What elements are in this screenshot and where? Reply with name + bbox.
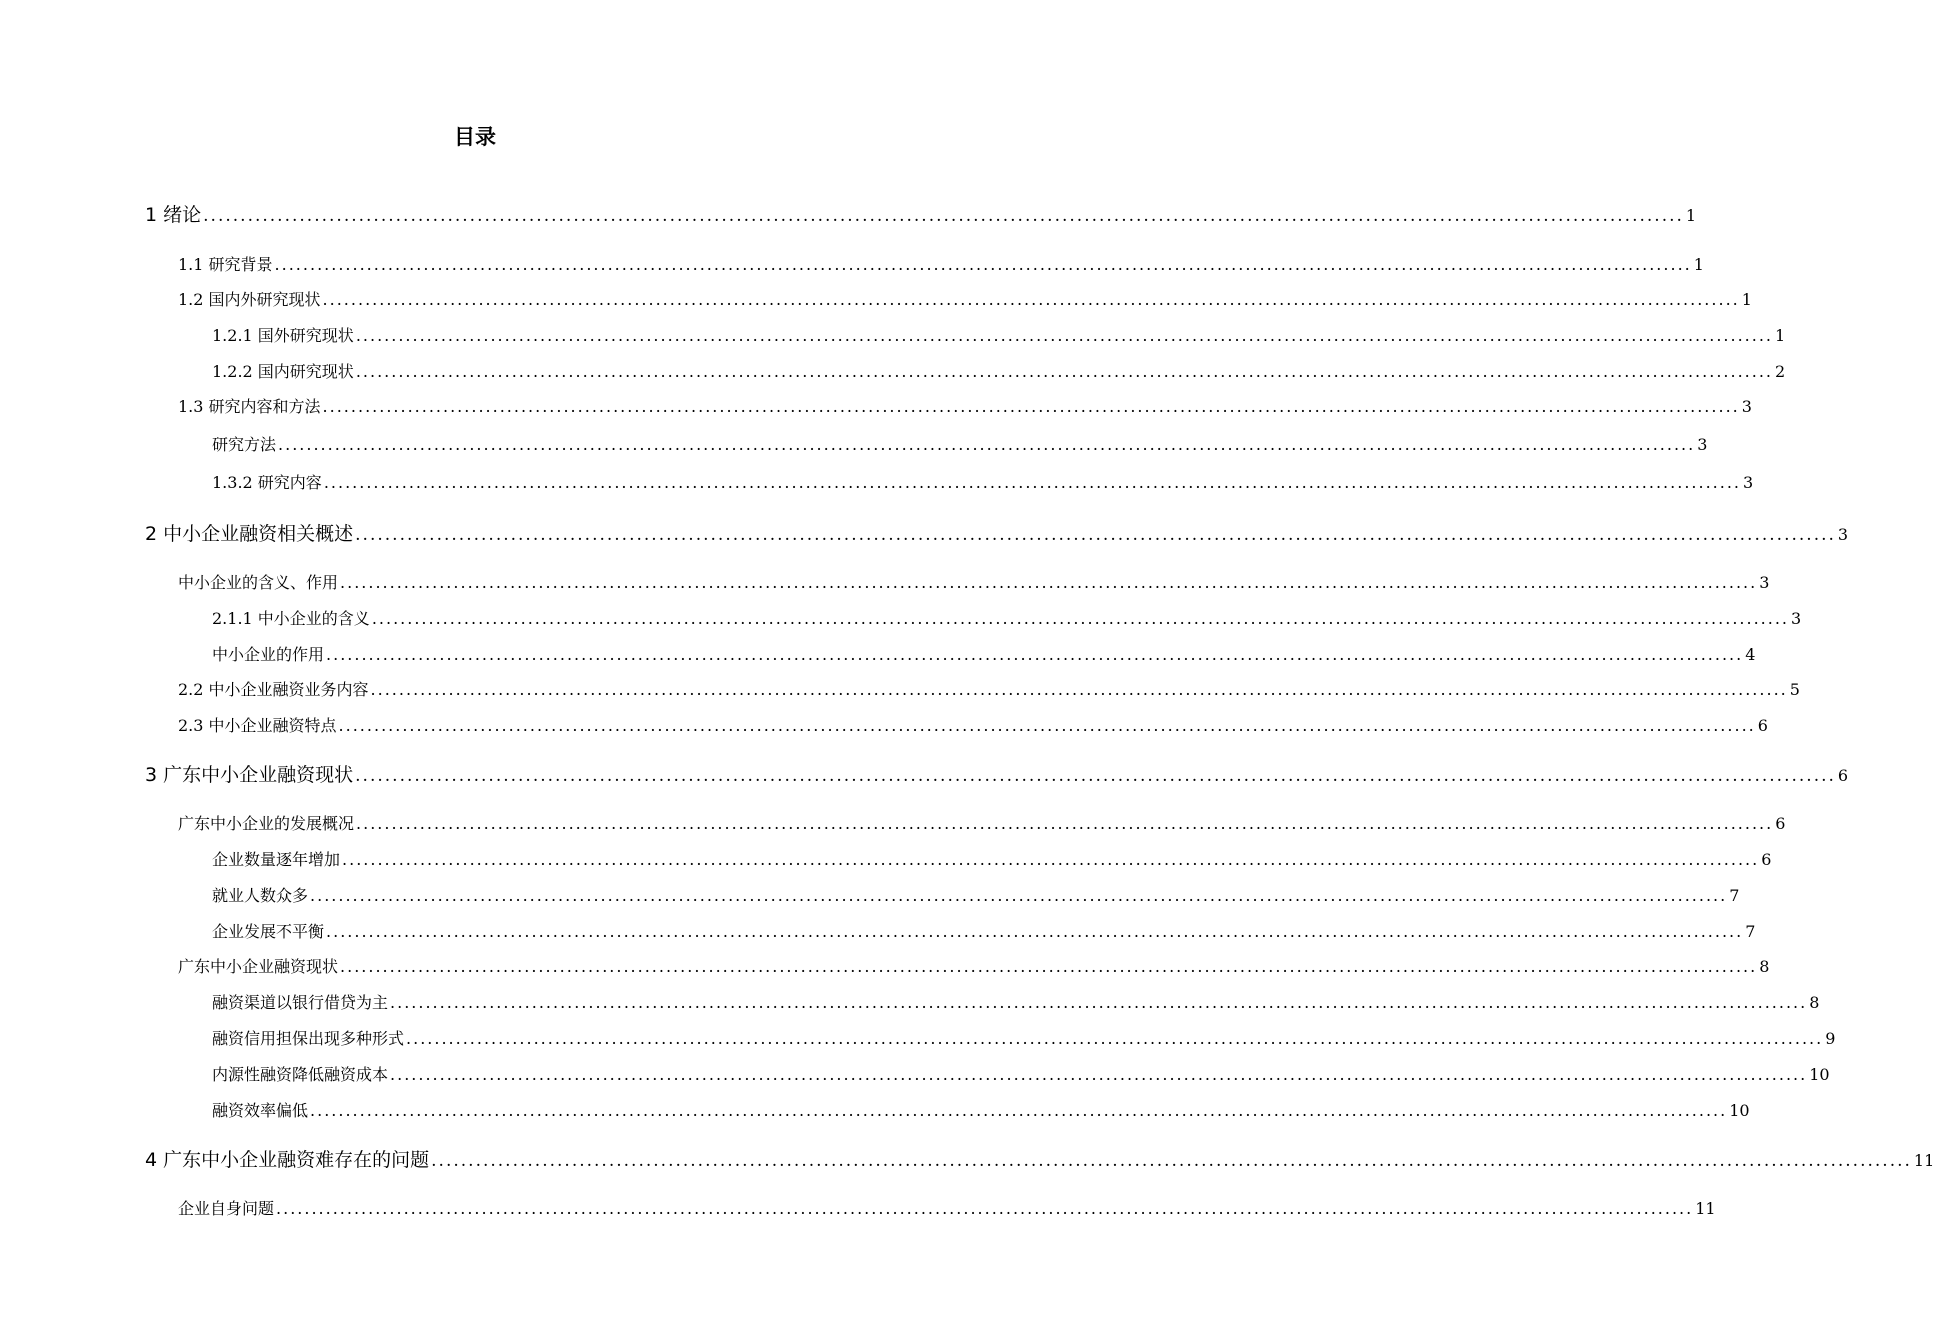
toc-entry-label: 2.2 中小企业融资业务内容: [178, 680, 369, 699]
toc-dot-leader: ........................................................................................................................................................................................................: [371, 609, 1789, 628]
toc-dot-leader: ........................................................................................................................................................................................................: [310, 886, 1728, 905]
toc-entry-label: 中小企业的作用: [212, 645, 325, 664]
toc-dot-leader: ........................................................................................................................................................................................................: [390, 993, 1808, 1012]
toc-entry-label: 1.1 研究背景: [178, 255, 273, 274]
toc-dot-leader: ........................................................................................................................................................................................................: [356, 814, 1774, 833]
toc-entry[interactable]: [212, 883, 1740, 909]
toc-dot-leader: ........................................................................................................................................................................................................: [342, 850, 1760, 869]
toc-entry-label: 就业人数众多: [212, 886, 309, 905]
toc-entry[interactable]: [178, 713, 1768, 739]
toc-entry-label: 融资渠道以银行借贷为主: [212, 993, 389, 1012]
toc-entry[interactable]: [212, 359, 1786, 385]
toc-dot-leader: ........................................................................................................................................................................................................: [390, 1065, 1808, 1084]
toc-entry[interactable]: [212, 323, 1786, 349]
toc-entry-page: 3: [1697, 435, 1708, 454]
toc-entry-page: 3: [1791, 609, 1802, 628]
toc-entry-label: 1.2 国内外研究现状: [178, 290, 321, 309]
toc-entry-label: 1.2.2 国内研究现状: [212, 362, 354, 381]
toc-entry-label: 内源性融资降低融资成本: [212, 1065, 389, 1084]
toc-entry-page: 11: [1913, 1151, 1934, 1170]
toc-entry[interactable]: [212, 432, 1708, 458]
toc-entry-label: 1.3.2 研究内容: [212, 473, 322, 492]
toc-entry[interactable]: [145, 200, 1697, 230]
toc-entry-label: 2 中小企业融资相关概述: [145, 523, 354, 545]
toc-entry[interactable]: [178, 1196, 1716, 1222]
toc-entry[interactable]: [212, 919, 1756, 945]
toc-entry-page: 10: [1809, 1065, 1830, 1084]
toc-entry[interactable]: [145, 1145, 1934, 1175]
toc-entry-label: 1.3 研究内容和方法: [178, 397, 321, 416]
toc-entry[interactable]: [212, 1026, 1836, 1052]
toc-entry-page: 11: [1695, 1199, 1716, 1218]
toc-dot-leader: ........................................................................................................................................................................................................: [322, 290, 1740, 309]
toc-entry-label: 融资效率偏低: [212, 1101, 309, 1120]
toc-entry[interactable]: [212, 1098, 1750, 1124]
toc-entry-page: 8: [1759, 957, 1770, 976]
toc-entry-label: 研究方法: [212, 435, 277, 454]
toc-entry-page: 3: [1837, 525, 1849, 544]
toc-entry-label: 2.1.1 中小企业的含义: [212, 609, 370, 628]
toc-dot-leader: ........................................................................................................................................................................................................: [431, 1151, 1912, 1171]
toc-dot-leader: ........................................................................................................................................................................................................: [355, 766, 1836, 786]
toc-entry-page: 3: [1741, 397, 1752, 416]
toc-dot-leader: ........................................................................................................................................................................................................: [340, 573, 1758, 592]
toc-dot-leader: ........................................................................................................................................................................................................: [278, 435, 1696, 454]
toc-entry-label: 企业自身问题: [178, 1199, 275, 1218]
toc-entry-label: 3 广东中小企业融资现状: [145, 764, 354, 786]
toc-entry[interactable]: [178, 811, 1786, 837]
toc-entry-label: 2.3 中小企业融资特点: [178, 716, 337, 735]
toc-entry-page: 6: [1757, 716, 1768, 735]
toc-dot-leader: ........................................................................................................................................................................................................: [355, 525, 1836, 545]
toc-entry-page: 7: [1729, 886, 1740, 905]
toc-dot-leader: ........................................................................................................................................................................................................: [355, 362, 1773, 381]
toc-entry-label: 融资信用担保出现多种形式: [212, 1029, 405, 1048]
toc-entry-page: 8: [1809, 993, 1820, 1012]
toc-entry[interactable]: [212, 990, 1820, 1016]
toc-entry-label: 1.2.1 国外研究现状: [212, 326, 354, 345]
toc-entry-page: 6: [1761, 850, 1772, 869]
toc-dot-leader: ........................................................................................................................................................................................................: [322, 397, 1740, 416]
toc-dot-leader: ........................................................................................................................................................................................................: [203, 206, 1684, 226]
toc-entry[interactable]: [178, 954, 1770, 980]
toc-entry[interactable]: [212, 1062, 1830, 1088]
toc-entry-page: 9: [1825, 1029, 1836, 1048]
toc-entry-label: 1 绪论: [145, 204, 202, 226]
toc-dot-leader: ........................................................................................................................................................................................................: [326, 922, 1744, 941]
toc-entry-page: 1: [1741, 290, 1752, 309]
toc-entry-page: 2: [1775, 362, 1786, 381]
toc-entry-page: 1: [1693, 255, 1704, 274]
toc-entry-page: 7: [1745, 922, 1756, 941]
toc-entry-page: 1: [1685, 206, 1697, 225]
toc-dot-leader: ........................................................................................................................................................................................................: [406, 1029, 1824, 1048]
toc-entry-page: 3: [1743, 473, 1754, 492]
toc-entry[interactable]: [212, 642, 1756, 668]
toc-title: 目录: [454, 125, 496, 149]
toc-dot-leader: ........................................................................................................................................................................................................: [370, 680, 1788, 699]
toc-entry-page: 6: [1775, 814, 1786, 833]
toc-entry-label: 企业数量逐年增加: [212, 850, 341, 869]
toc-entry-page: 4: [1745, 645, 1756, 664]
toc-entry-page: 5: [1789, 680, 1800, 699]
toc-dot-leader: ........................................................................................................................................................................................................: [323, 473, 1741, 492]
toc-entry[interactable]: [212, 470, 1754, 496]
toc-entry[interactable]: [178, 287, 1752, 313]
toc-dot-leader: ........................................................................................................................................................................................................: [338, 716, 1756, 735]
toc-entry[interactable]: [145, 760, 1849, 790]
toc-entry[interactable]: [178, 394, 1752, 420]
toc-dot-leader: ........................................................................................................................................................................................................: [355, 326, 1773, 345]
toc-entry-label: 4 广东中小企业融资难存在的问题: [145, 1149, 430, 1171]
toc-dot-leader: ........................................................................................................................................................................................................: [310, 1101, 1728, 1120]
toc-entry[interactable]: [145, 519, 1849, 549]
toc-dot-leader: ........................................................................................................................................................................................................: [276, 1199, 1694, 1218]
toc-entry-label: 企业发展不平衡: [212, 922, 325, 941]
toc-entry-label: 广东中小企业融资现状: [178, 957, 339, 976]
toc-entry-page: 3: [1759, 573, 1770, 592]
toc-dot-leader: ........................................................................................................................................................................................................: [274, 255, 1692, 274]
toc-dot-leader: ........................................................................................................................................................................................................: [326, 645, 1744, 664]
toc-entry-page: 1: [1775, 326, 1786, 345]
toc-entry[interactable]: [178, 252, 1704, 278]
toc-dot-leader: ........................................................................................................................................................................................................: [340, 957, 1758, 976]
toc-entry-page: 6: [1837, 766, 1849, 785]
toc-entry[interactable]: [212, 606, 1802, 632]
toc-entry[interactable]: [212, 847, 1772, 873]
toc-entry[interactable]: [178, 570, 1770, 596]
toc-entry-label: 中小企业的含义、作用: [178, 573, 339, 592]
toc-entry[interactable]: [178, 677, 1800, 703]
toc-entry-label: 广东中小企业的发展概况: [178, 814, 355, 833]
toc-entry-page: 10: [1729, 1101, 1750, 1120]
